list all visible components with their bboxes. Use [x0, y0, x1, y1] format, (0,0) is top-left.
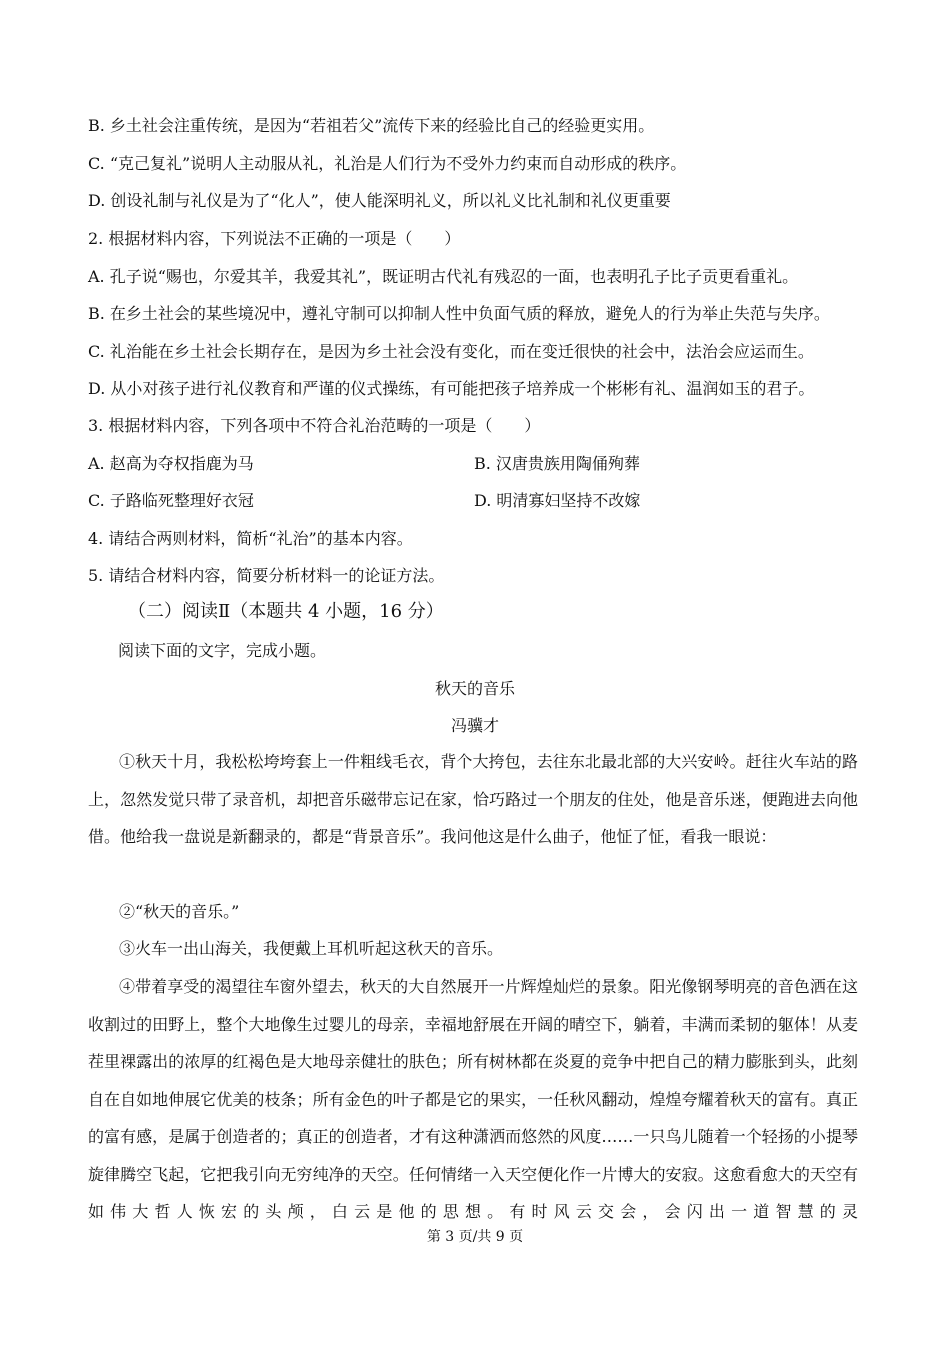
article-paragraph-3: ③火车一出山海关，我便戴上耳机听起这秋天的音乐。	[119, 939, 504, 958]
reading-instruction: 阅读下面的文字，完成小题。	[118, 641, 327, 660]
q2-option-a: A. 孔子说“赐也，尔爱其羊，我爱其礼”，既证明古代礼有残忍的一面，也表明孔子比子贡更看重礼。	[88, 267, 799, 286]
article-title: 秋天的音乐	[434, 679, 515, 698]
q3-option-c: C. 子路临死整理好衣冠	[88, 491, 254, 510]
q1-option-d: D. 创设礼制与礼仪是为了“化人”，使人能深明礼义，所以礼义比礼制和礼仪更重要	[88, 191, 671, 210]
article-paragraph-4: ④带着享受的渴望往车窗外望去，秋天的大自然展开一片辉煌灿烂的景象。阳光像钢琴明亮的音色洒在这收割过的田野上，整个大地像生过婴儿的母亲，幸福地舒展在开阔的晴空下，躺着，丰满而柔韧的躯体！从麦茬里裸露出的浓厚的红褐色是大地母亲健壮的肤色；所有树林都在炎夏的竞争中把自己的精力膨胀到头，此刻自在自如地伸展它优美的枝条；所有金色的叶子都是它的果实，一任秋风翻动，煌煌夸耀着秋天的富有。真正的富有感，是属于创造者的；真正的创造者，才有这种潇洒而悠然的风度……一只鸟儿随着一个轻扬的小提琴旋律腾空飞起，它把我引向无穷纯净的天空。任何情绪一入天空便化作一片博大的安寂。这愈看愈大的天空有如伟大哲人恢宏的头颅，白云是他的思想。有时风云交会，会闪出一道智慧的灵	[88, 977, 858, 1221]
q2-stem: 2. 根据材料内容，下列说法不正确的一项是（ ）	[88, 229, 461, 248]
q1-option-c: C. “克己复礼”说明人主动服从礼，礼治是人们行为不受外力约束而自动形成的秩序。	[88, 154, 687, 173]
q3-stem: 3. 根据材料内容，下列各项中不符合礼治范畴的一项是（ ）	[88, 416, 541, 435]
q3-option-d: D. 明清寡妇坚持不改嫁	[474, 491, 641, 510]
q2-option-c: C. 礼治能在乡土社会长期存在，是因为乡土社会没有变化，而在变迁很快的社会中，法治会应运而生。	[88, 342, 814, 361]
q3-option-b: B. 汉唐贵族用陶俑殉葬	[474, 454, 640, 473]
q1-option-b: B. 乡土社会注重传统，是因为“若祖若父”流传下来的经验比自己的经验更实用。	[88, 116, 655, 135]
article-author: 冯骥才	[450, 716, 499, 735]
article-paragraph-2: ②“秋天的音乐。”	[119, 902, 240, 921]
q5-stem: 5. 请结合材料内容，简要分析材料一的论证方法。	[88, 566, 445, 585]
page-footer: 第 3 页/共 9 页	[426, 1229, 524, 1245]
q3-option-a: A. 赵高为夺权指鹿为马	[88, 454, 254, 473]
article-paragraph-1: ①秋天十月，我松松垮垮套上一件粗线毛衣，背个大挎包，去往东北最北部的大兴安岭。赶往火车站的路上，忽然发觉只带了录音机，却把音乐磁带忘记在家，恰巧路过一个朋友的住处，他是音乐迷，便跑进去向他借。他给我一盘说是新翻录的，都是“背景音乐”。我问他这是什么曲子，他怔了怔，看我一眼说：	[88, 752, 858, 846]
q4-stem: 4. 请结合两则材料，简析“礼治”的基本内容。	[88, 529, 413, 548]
q2-option-d: D. 从小对孩子进行礼仪教育和严谨的仪式操练，有可能把孩子培养成一个彬彬有礼、温润如玉的君子。	[88, 379, 815, 398]
q2-option-b: B. 在乡土社会的某些境况中，遵礼守制可以抑制人性中负面气质的释放，避免人的行为举止失范与失序。	[88, 304, 830, 323]
section-heading: （二）阅读Ⅱ（本题共 4 小题，16 分）	[128, 601, 444, 622]
